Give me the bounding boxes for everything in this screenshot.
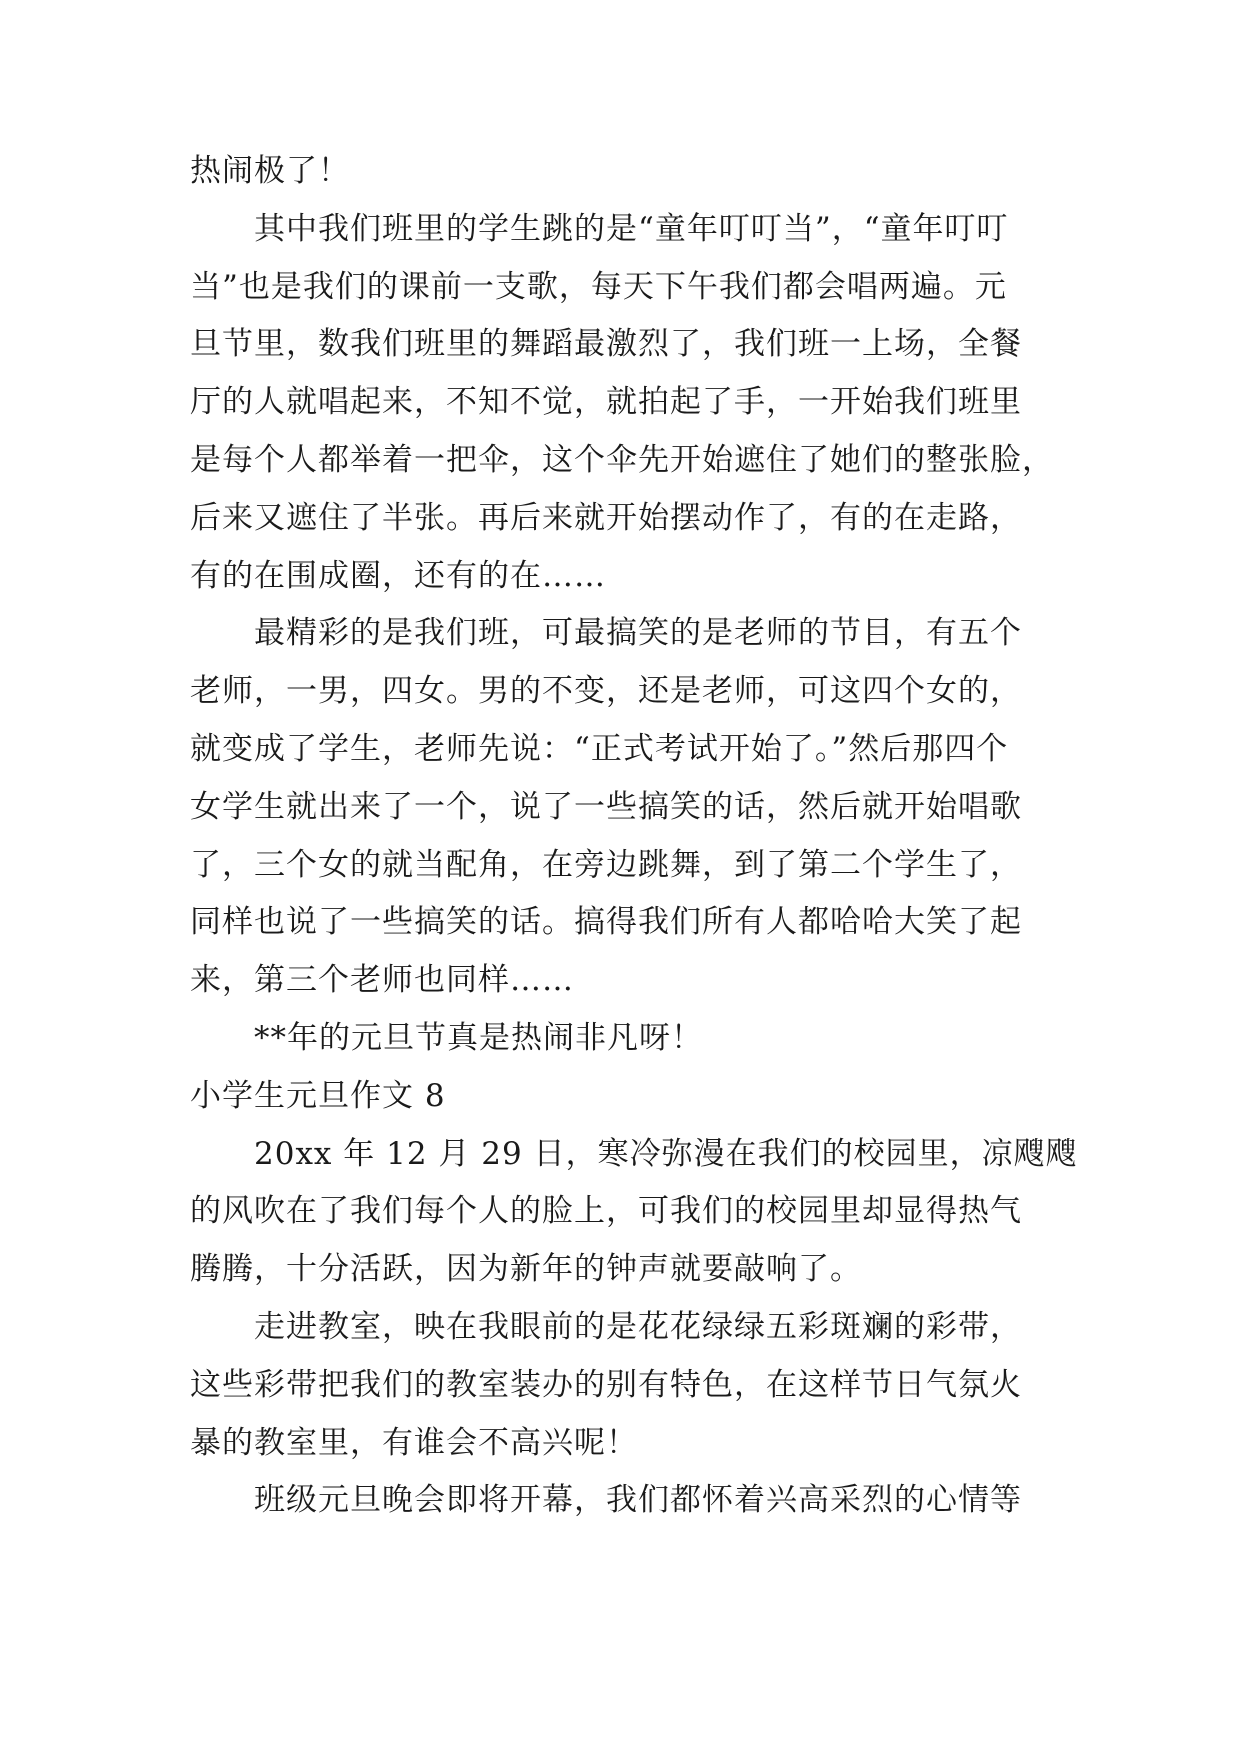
paragraph-start-line: 走进教室，映在我眼前的是花花绿绿五彩斑斓的彩带，: [254, 1309, 1022, 1345]
text-line: 暴的教室里，有谁会不高兴呢！: [190, 1425, 638, 1461]
paragraph-start-line: 20xx 年 12 月 29 日，寒冷弥漫在我们的校园里，凉飕飕: [254, 1136, 1078, 1172]
paragraph-start-line: 班级元旦晚会即将开幕，我们都怀着兴高采烈的心情等: [254, 1482, 1022, 1518]
text-line: 女学生就出来了一个，说了一些搞笑的话，然后就开始唱歌: [190, 789, 1022, 825]
text-line: 老师，一男，四女。男的不变，还是老师，可这四个女的，: [190, 673, 1022, 709]
paragraph-start-line: 最精彩的是我们班，可最搞笑的是老师的节目，有五个: [254, 615, 1022, 651]
paragraph-start-line: **年的元旦节真是热闹非凡呀！: [254, 1020, 703, 1056]
text-line: 旦节里，数我们班里的舞蹈最激烈了，我们班一上场，全餐: [190, 326, 1022, 362]
text-line: 了，三个女的就当配角，在旁边跳舞，到了第二个学生了，: [190, 847, 1022, 883]
text-line: 厅的人就唱起来，不知不觉，就拍起了手，一开始我们班里: [190, 384, 1022, 420]
text-line: 来，第三个老师也同样……: [190, 962, 574, 998]
section-title: 小学生元旦作文 8: [190, 1078, 446, 1114]
text-line: 当”也是我们的课前一支歌，每天下午我们都会唱两遍。元: [190, 269, 1007, 305]
text-line: 后来又遮住了半张。再后来就开始摆动作了，有的在走路，: [190, 500, 1022, 536]
text-line: 同样也说了一些搞笑的话。搞得我们所有人都哈哈大笑了起: [190, 904, 1022, 940]
text-line: 腾腾，十分活跃，因为新年的钟声就要敲响了。: [190, 1251, 862, 1287]
text-line: 热闹极了！: [190, 153, 350, 189]
text-line: 有的在围成圈，还有的在……: [190, 558, 606, 594]
text-line: 这些彩带把我们的教室装办的别有特色，在这样节日气氛火: [190, 1367, 1022, 1403]
text-line: 是每个人都举着一把伞，这个伞先开始遮住了她们的整张脸，: [190, 442, 1054, 478]
text-line: 就变成了学生，老师先说：“正式考试开始了。”然后那四个: [190, 731, 1009, 767]
text-line: 的风吹在了我们每个人的脸上，可我们的校园里却显得热气: [190, 1193, 1022, 1229]
paragraph-start-line: 其中我们班里的学生跳的是“童年叮叮当”，“童年叮叮: [254, 211, 1009, 247]
